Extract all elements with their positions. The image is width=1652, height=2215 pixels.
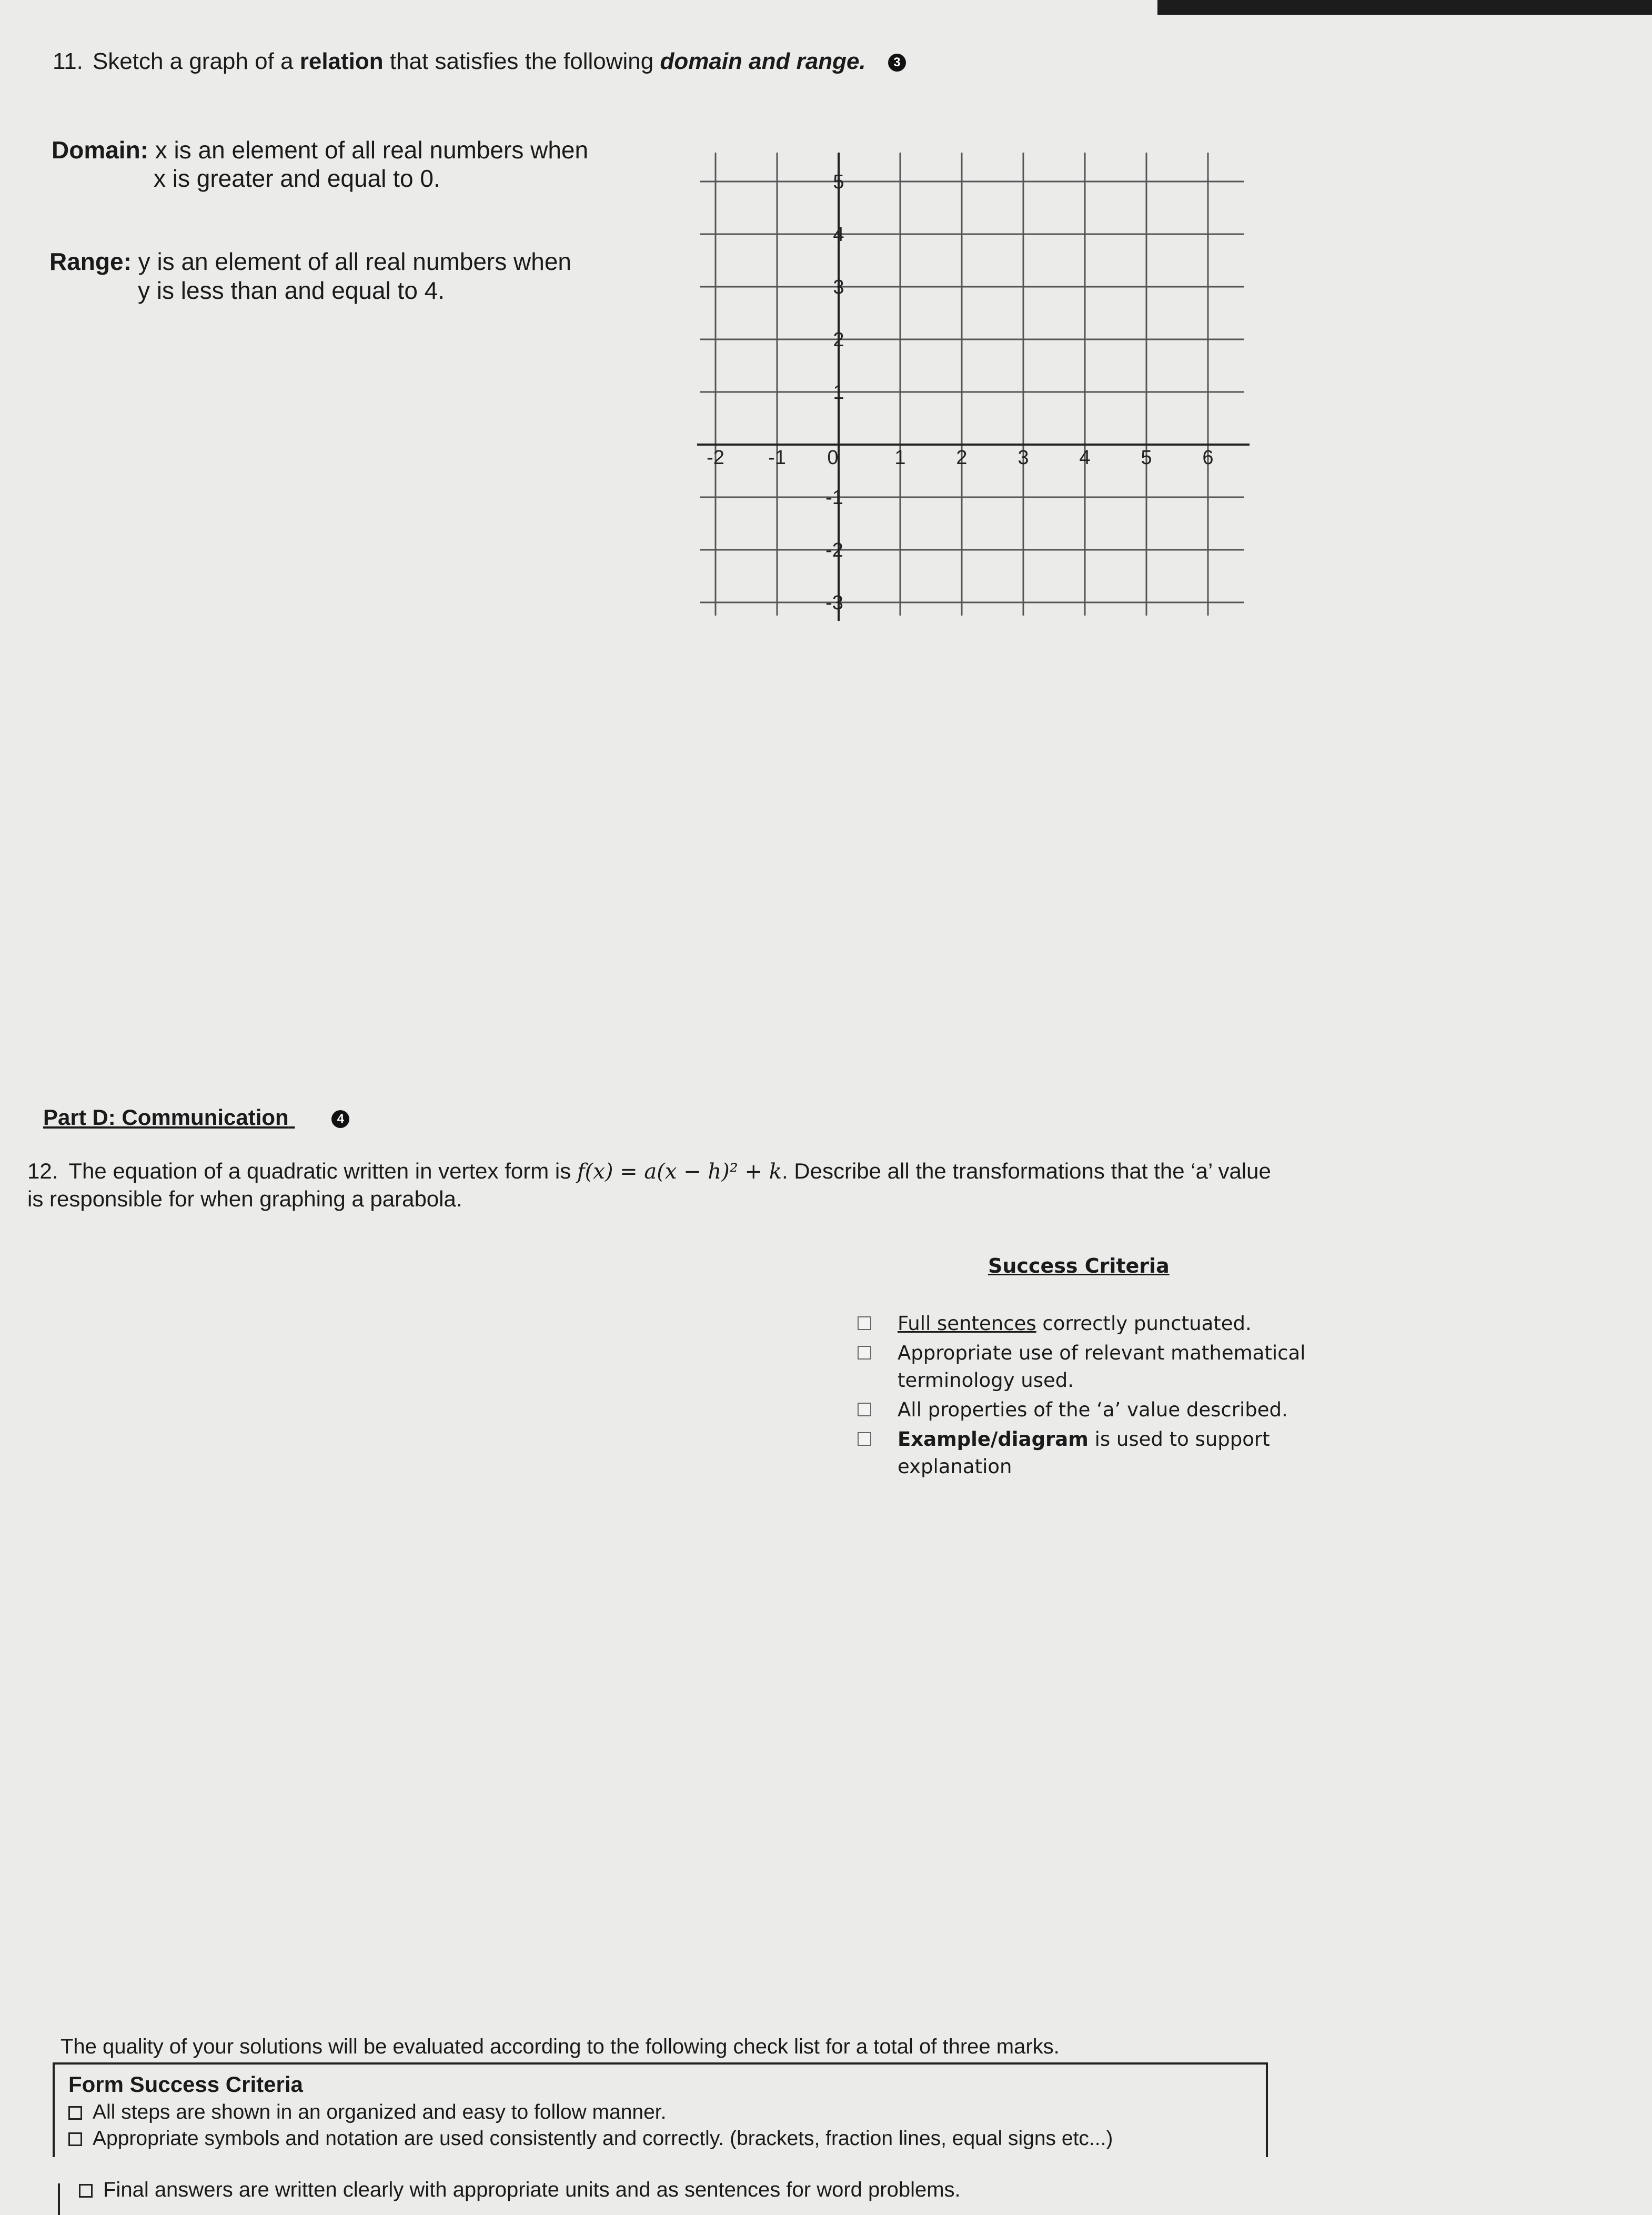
x-tick-label: 5 <box>1141 447 1152 469</box>
form-criteria-box <box>53 2062 1268 2157</box>
form-box-left-edge <box>58 2183 60 2215</box>
y-tick-label: 1 <box>833 381 844 404</box>
domain-label: Domain: <box>52 136 148 164</box>
form-criteria-title: Form Success Criteria <box>68 2072 303 2097</box>
domain-line-2: x is greater and equal to 0. <box>154 165 440 192</box>
criteria-text: is used to support explanation <box>898 1428 1270 1478</box>
x-tick-label: -1 <box>768 447 786 469</box>
y-tick-label: -3 <box>825 592 843 614</box>
criteria-underlined-text: Full sentences <box>898 1312 1036 1335</box>
form-criteria-checkbox[interactable] <box>79 2184 93 2198</box>
y-tick-label: -1 <box>825 487 843 509</box>
criteria-text: Appropriate use of relevant mathematical terminology used. <box>898 1342 1306 1392</box>
question-12-text-after: . Describe all the transformations that the ‘a’ value is responsible for when graphing a parabola. <box>27 1159 1271 1211</box>
question-11-relation: relation <box>299 48 384 74</box>
criteria-text: correctly punctuated. <box>1036 1312 1252 1335</box>
question-11-text-end: domain and range. <box>660 48 866 74</box>
question-11-marks-badge: 3 <box>888 54 906 72</box>
form-criteria-item <box>79 2178 961 2202</box>
part-d-heading <box>43 1105 349 1130</box>
question-12-text-before: The equation of a quadratic written in vertex form is <box>68 1159 577 1183</box>
x-tick-label: 6 <box>1202 447 1214 469</box>
form-criteria-text: Appropriate symbols and notation are used consistently and correctly. (brackets, fraction lines, equal signs etc...) <box>93 2127 1113 2150</box>
range-line-2: y is less than and equal to 4. <box>138 277 445 304</box>
grid-lines <box>700 153 1244 616</box>
x-tick-label: 1 <box>894 447 906 469</box>
y-tick-label: 5 <box>833 171 844 193</box>
criteria-checkbox[interactable] <box>858 1316 871 1330</box>
photo-edge-shadow <box>1157 0 1652 15</box>
success-criteria-item <box>858 1310 1310 1337</box>
success-criteria-item <box>858 1426 1310 1481</box>
y-tick-label: 3 <box>833 276 844 298</box>
success-criteria-item <box>858 1396 1310 1424</box>
part-d-title: Part D: Communication <box>43 1105 289 1130</box>
coordinate-grid[interactable] <box>697 142 1255 631</box>
x-tick-label: 3 <box>1018 447 1029 469</box>
form-criteria-checkbox[interactable] <box>68 2132 82 2146</box>
y-tick-label: -2 <box>825 539 843 561</box>
domain-line-1 <box>52 136 588 164</box>
range-text-1: y is an element of all real numbers when <box>131 248 571 275</box>
y-tick-label: 4 <box>833 224 844 246</box>
success-criteria-list <box>858 1310 1310 1483</box>
question-12 <box>27 1157 1290 1213</box>
x-tick-label: 0 <box>827 447 839 469</box>
question-11-text-mid: that satisfies the following <box>383 48 660 74</box>
success-criteria-item <box>858 1340 1310 1394</box>
criteria-checkbox[interactable] <box>858 1432 871 1446</box>
quality-statement: The quality of your solutions will be evaluated according to the following check list for a total of three marks. <box>61 2035 1060 2058</box>
range-label: Range: <box>49 248 132 275</box>
criteria-bold-text: Example/diagram <box>898 1428 1089 1451</box>
form-criteria-item <box>68 2099 1252 2126</box>
question-12-number: 12. <box>27 1159 58 1183</box>
vertex-form-equation: f(x) = a(x − h)² + k <box>577 1160 782 1184</box>
question-11-text-start: Sketch a graph of a <box>92 48 300 74</box>
x-tick-label: -2 <box>707 447 724 469</box>
part-d-marks-badge: 4 <box>331 1110 349 1128</box>
form-criteria-text: All steps are shown in an organized and easy to follow manner. <box>93 2101 667 2123</box>
form-criteria-checkbox[interactable] <box>68 2106 82 2120</box>
form-criteria-item <box>68 2126 1252 2152</box>
criteria-checkbox[interactable] <box>858 1403 871 1416</box>
form-criteria-text: Final answers are written clearly with appropriate units and as sentences for word problems. <box>103 2178 961 2201</box>
x-tick-label: 2 <box>956 447 968 469</box>
y-tick-label: 2 <box>833 329 844 351</box>
x-tick-label: 4 <box>1079 447 1091 469</box>
question-11 <box>53 48 906 75</box>
criteria-text: All properties of the ‘a’ value described. <box>898 1398 1288 1421</box>
success-criteria-title: Success Criteria <box>988 1254 1170 1277</box>
range-line-1 <box>49 247 571 276</box>
domain-text-1: x is an element of all real numbers when <box>148 136 589 164</box>
question-11-number: 11. <box>53 48 83 74</box>
criteria-checkbox[interactable] <box>858 1346 871 1360</box>
